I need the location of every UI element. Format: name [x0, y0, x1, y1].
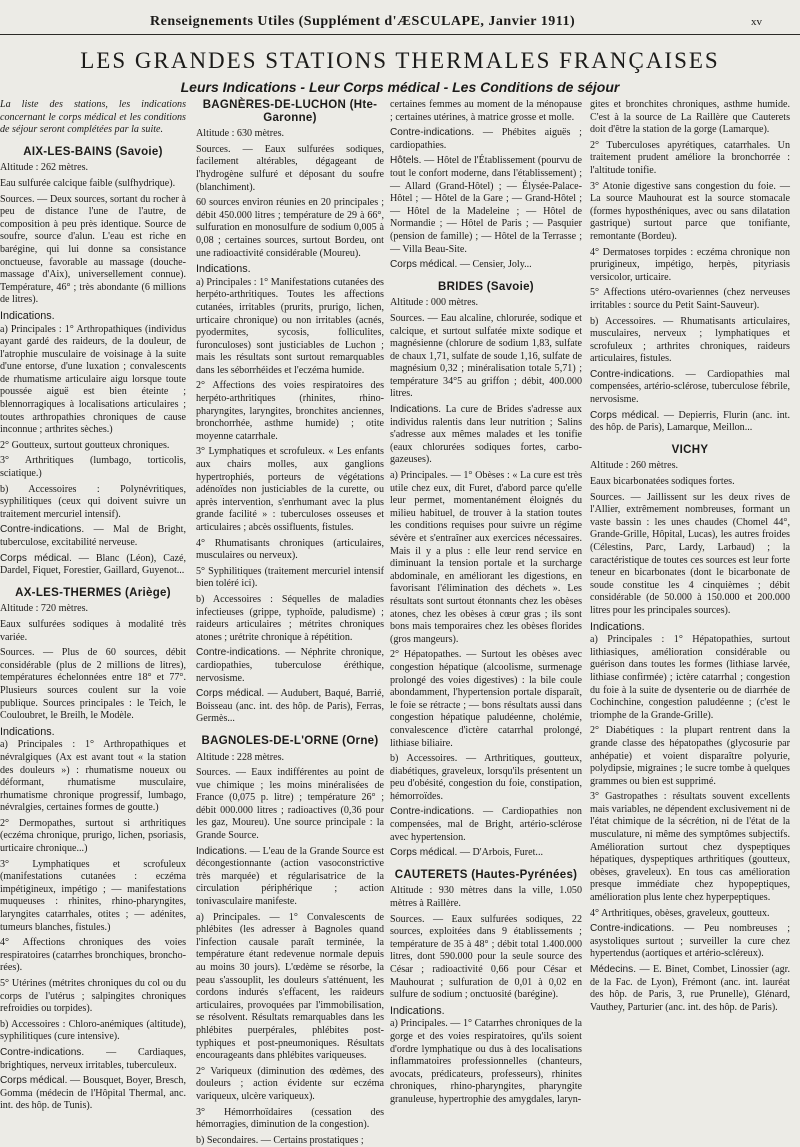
station-heading: AX-LES-THERMES (Ariège)	[15, 586, 171, 599]
indication-item: b) Secondaires. — Certains prostatiques ;	[196, 1134, 364, 1146]
indication-item: 2° Hépatopathes. — Surtout les obèses avec congestion hépatique (alcoolisme, surmenage prolongé des voies digestives) : la bile coule abondamment, l'hypertension portale disparaît, le foie se rétracte ; — bons résultats aussi dans congestion hépatique paludéenne, cholémie, convalescence d'ictère catarrhal prolongé, lithiase biliaire.	[390, 649, 582, 749]
indication-item: a) Principales. — 1° Catarrhes chroniques de la gorge et des voies respiratoires, qu'ils soient d'ordre lymphatique ou dus à des localisations inflammatoires professionnelles (chanteurs, avocats, prédicateurs, professeurs), rhinites chroniques, rhino-pharyngites, pharyngite granuleuse, hypertrophie des amygdales, laryn-	[390, 1018, 582, 1105]
indication-item: 5° Affections utéro-ovariennes (chez nerveuses irritables : source du Petit Saint-Sauveur).	[590, 287, 790, 311]
indication-item: a) Principales : 1° Manifestations cutanées des herpéto-arthritiques. Toutes les affections cutanées, irritables (prurits, prurigo, lichen, urticaire chronique) ou non irritables (acnés, pyodermites, sycosis, folliculites, furonculoses) sont justiciables de Luchon ; mais les résultats sont surtout remarquables dans les séborrhéides et l'eczéma humide.	[196, 276, 384, 376]
altitude: Altitude : 720 mètres.	[0, 603, 89, 615]
indication-item: 5° Utérines (métrites chroniques du col ou du corps de l'utérus ; salpingites chroniques refroidies ou torpides).	[0, 978, 186, 1015]
contraindications-label: Contre-indications.	[196, 647, 281, 659]
contraindications-text: — Phébites aiguës ; cardiopathies.	[390, 127, 582, 151]
sources-text: 60 sources environ réunies en 20 principales ; débit 450.000 litres ; température de 29 à 66°, sulfuration en monosulfure de sodium 0,005 à 0,08 ; certaines sources, surtout Bordeu, ont une radioactivité considérable (Moureu).	[196, 197, 384, 259]
altitude: Altitude : 630 mètres.	[196, 128, 285, 140]
medical-staff-text: — Depierris, Flurin (anc. int. des hôp. de Paris), Lamarque, Meillon...	[590, 409, 790, 434]
medical-staff-label: Corps médical.	[390, 259, 458, 271]
contraindications-label: Contre-indications.	[590, 923, 675, 935]
contraindications-text: — Peu nombreuses ; asystoliques surtout ; surveiller la cure chez hypertendus (aortiques et artério-scléreux).	[590, 923, 791, 960]
medical-staff-text: — Censier, Joly...	[459, 259, 532, 271]
contraindications	[196, 647, 384, 685]
contraindications-label: Contre-indications.	[390, 127, 475, 139]
medical-staff-text: — Bousquet, Boyer, Bresch, Gomma (médecin de l'Hôpital Thermal, anc. int. des hôp. de Tunis).	[0, 1075, 186, 1112]
column-3	[390, 99, 582, 1105]
sources-text: Sources. — Eaux sulfurées sodiques, 22 sources, exploitées dans 9 établissements ; température de 35 à 48° ; débit total 1.400.000 litres, dont 590.000 pour la seule source des César ; radioactivité 0,66 pour César et Mauhourat ; sulfuration de 0,01 à 0,02 en sulfure de sodium ; onctuosité (barégine).	[390, 913, 582, 1001]
medical-staff-text: — Blanc (Léon), Cazé, Dardel, Fiquet, Forestier, Gaillard, Guyenot...	[0, 552, 186, 577]
contraindications	[390, 127, 582, 152]
indications-heading: Indications.	[196, 263, 251, 276]
water-type: Eau sulfurée calcique faible (sulfhydrique).	[0, 177, 176, 189]
contraindications-label: Contre-indications.	[0, 524, 85, 536]
contraindications-text: — Mal de Bright, tuberculose, excitabilité nerveuse.	[0, 524, 186, 548]
medical-staff	[196, 688, 384, 726]
station-heading: BAGNOLES-DE-L'ORNE (Orne)	[201, 734, 379, 747]
contraindications	[590, 369, 790, 407]
indication-item: 2° Affections des voies respiratoires des herpéto-arthritiques (rhinites, rhino-pharyngites, laryngites, bronchites anciennes, bronchorrhée, asthme humide) ; otite moyenne catarrhale.	[196, 380, 384, 442]
indication-item: 2° Diabétiques : la plupart rentrent dans la grande classe des hépatopathes (glycosurie par anhépatie) et voient disparaître polyurie, polydipsie, migraines ; le sucre tombe à quelques grammes ou bien est supprimé.	[590, 725, 790, 787]
altitude: Altitude : 930 mètres dans la ville, 1.050 mètres à Raillère.	[390, 885, 582, 910]
intro-note: La liste des stations, les indications concernant le corps médical et les conditions de séjour seront complétées par la suite.	[0, 99, 186, 136]
indication-item: 3° Lymphatiques et scrofuleux. « Les enfants aux chairs molles, aux ganglions hypertrophiés, porteurs de végétations adénoïdes non justiciables de la curette, ou après intervention, s'enrhumant avec la plus grande facilité » : tuberculoses osseuses et articulaires ; abcès ossifluents, fistules.	[196, 446, 384, 533]
indication-item: 4° Arthritiques, obèses, graveleux, goutteux.	[590, 907, 770, 919]
indication-item: 3° Gastropathes : résultats souvent excellents mais variables, ne dépendent exclusivement ni de l'état chimique de la sécrétion, ni de l'état de la musculature, ni même des symptômes subjectifs. Amélioration surtout chez dyspeptiques hépatiques, dyspeptiques arthritiques (goutteux, obèses, graveleux). En tous cas amélioration presque immédiate chez hypopeptiques, amélioration plus lente chez hyperpeptiques.	[590, 791, 790, 904]
sources-text: Sources. — Jaillissent sur les deux rives de l'Allier, extrêmement nombreuses, formant un vaste bassin : les unes chaudes (Chomel 44°, Grande-Grille, Hôpital, Lucas), les autres froides (Célestins, Parc, Lardy, Larbaud) ; la caractéristique de toutes ces sources est leur forte teneur en bicarbonates (dont le bicarbonate de soude constitue les 4 cinquièmes ; débit considérable (de 50.000 à 150.000 et 200.000 litres pour les principales sources).	[590, 491, 790, 616]
indication-item: b) Accessoires. — Arthritiques, goutteux, diabétiques, graveleux, lorsqu'ils présentent un peu d'obésité, congestion du foie, constipation, hémorroïdes.	[390, 753, 582, 802]
indications-intro	[390, 404, 582, 467]
contraindications	[390, 806, 582, 844]
medical-staff-label: Corps médical.	[390, 847, 458, 859]
indication-item: b) Accessoires : Séquelles de maladies infectieuses (grippe, typhoïde, paludisme) ; raideurs articulaires ; métrites chroniques atones ; urétrite chronique à répétition.	[196, 593, 384, 643]
altitude: Altitude : 262 mètres.	[0, 162, 89, 174]
contraindications	[590, 923, 790, 961]
sources-text: Sources. — Eaux indifférentes au point de vue chimique ; les moins minéralisées de France (0,075 p. litre) ; température 26° ; débit 000.000 litres ; radioactives (0,36 pour les gaz, Moureu). Une source principale : la Grande Source.	[196, 767, 384, 842]
page-subtitle: Leurs Indications - Leur Corps médical - Les Conditions de séjour	[180, 79, 620, 95]
station-heading: CAUTERETS (Hautes-Pyrénées)	[394, 868, 578, 881]
indications-heading: Indications.	[590, 620, 645, 633]
column-1	[0, 99, 186, 1112]
indication-item: b) Accessoires : Chloro-anémiques (altitude), syphilitiques (cure intensive).	[0, 1018, 186, 1043]
sources-text: Sources. — Deux sources, sortant du rocher à peu de distance l'une de l'autre, de composition à peu près identique. Source de soufre, source d'alun. L'eau est riche en barégine, qui lui donne sa consistance onctueuse, favorable au massage (douche-massage d'Aix), universellement connue). Température, 46° ; très abondante (6 millions de litres).	[0, 193, 186, 306]
indication-item: 4° Rhumatisants chroniques (articulaires, musculaires ou nerveux).	[196, 537, 384, 562]
indications-heading: Indications.	[0, 309, 55, 322]
sources-text: Sources. — Plus de 60 sources, débit considérable (plus de 2 millions de litres), températures échelonnées entre 18° et 77°. Plusieurs sources coulent sur la voie publique. Sources principales : le Teich, le Couloubret, le Breilh, le Modèle.	[0, 647, 186, 722]
medical-staff-label: Corps médical.	[590, 409, 660, 421]
medical-staff	[590, 964, 790, 1014]
station-heading: VICHY	[671, 443, 709, 456]
indication-item: 2° Dermopathes, surtout si arthritiques (eczéma chronique, prurigo, lichen, psoriasis, urticaire chronique...)	[0, 817, 186, 855]
medical-staff	[0, 553, 186, 578]
contraindications-label: Contre-indications.	[390, 806, 475, 818]
water-type: Eaux sulfurées sodiques à modalité très variée.	[0, 618, 186, 643]
indication-item: 2° Goutteux, surtout goutteux chroniques.	[0, 439, 170, 451]
indication-item: b) Accessoires. — Rhumatisants articulaires, musculaires, nerveux ; lymphatiques et scrofuleux ; arthrites chroniques, raideurs articulaires, fistules.	[590, 315, 790, 365]
sources-text: Sources. — Eaux sulfurées sodiques, facilement altérables, dégageant de l'hydrogène sulfuré et déposant du soufre (blanchiment).	[196, 143, 384, 193]
indication-item: a) Principales : 1° Arthropathiques et névralgiques (Ax est avant tout « la station des douleurs ») : rhumatisme noueux ou déformant, rhumatisme musculaire, rhumatisme chronique progressif, lumbago, névralgies, certaines formes de goutte.)	[0, 739, 186, 814]
medical-staff-text: — D'Arbois, Furet...	[459, 847, 543, 859]
indications-text: — L'eau de la Grande Source est décongestionnante (action vasoconstrictive très marquée) et régularisatrice de la circulation périphérique ; action tonivasculaire manifeste.	[196, 845, 384, 908]
contraindications-text: — Néphrite chronique, cardiopathies, tuberculose éréthique, nervosisme.	[196, 647, 384, 684]
altitude: Altitude : 228 mètres.	[196, 751, 285, 763]
indication-item: a) Principales : 1° Arthropathiques (individus ayant gardé des raideurs, de la douleur, de l'atrophie musculaire de voisinage à la suite d'une entorse, d'une luxation ; convalescents de rhumatisme articulaire aigu lorsque toute poussée aiguë est bien éteinte ; blennorragiques à localisations articulaires ; toutes arthropathies chroniques de cause inconnue ; arthrites sèches.)	[0, 323, 186, 436]
running-title: Renseignements Utiles (Supplément d'ÆSCULAPE, Janvier 1911)	[150, 14, 576, 29]
indication-item: 2° Variqueux (diminution des œdèmes, des douleurs ; action évidente sur eczéma variqueux, ulcère variqueux).	[196, 1065, 384, 1102]
medical-staff-label: Médecins.	[590, 964, 637, 975]
sources-text: Sources. — Eau alcaline, chlorurée, sodique et calcique, et surtout sulfatée mixte sodique et magnésienne (chlorure de sodium 1,83, sulfate de chaux 1,71, sulfate de soude 1,16, sulfate de magnésium 0,32 ; minéralisation totale 5,71) ; température 34°5 au griffon ; débit, 400.000 litres.	[390, 312, 582, 400]
indication-item: 4° Dermatoses torpides : eczéma chronique non prurigineux, impétigo, herpès, pityriasis versicolor, urticaire.	[590, 246, 790, 283]
contraindications	[0, 1047, 186, 1072]
indication-item: 5° Syphilitiques (traitement mercuriel intensif bien toléré ici).	[196, 565, 384, 590]
indication-item: 2° Tuberculoses apyrétiques, catarrhales. Un traitement prudent améliore la bronchorrée : l'altitude tonifie.	[590, 139, 790, 176]
indications-heading: Indications.	[390, 1004, 445, 1017]
indication-item: 4° Affections chroniques des voies respiratoires (catarrhes bronchiques, broncho-rées).	[0, 937, 186, 974]
contraindications	[0, 524, 186, 549]
contraindications-text: — Cardiaques, brightiques, nerveux irritables, tuberculeux.	[0, 1046, 186, 1071]
medical-staff-label: Corps médical.	[0, 1075, 68, 1087]
hotels-label: Hôtels.	[390, 155, 422, 167]
medical-staff	[390, 259, 582, 272]
header-rule	[0, 34, 800, 35]
station-heading: BRIDES (Savoie)	[438, 280, 534, 293]
indication-item: 3° Hémorrhoïdaires (cessation des hémorragies, diminution de la congestion).	[196, 1106, 384, 1131]
indications-text: La cure de Brides s'adresse aux individus ralentis dans leur nutrition ; Salins s'adresse aux mêmes malades et les tonifie (eaux chlorurées sodiques fortes, carbo-gazeuses).	[390, 404, 582, 466]
column-2	[196, 99, 384, 1146]
altitude: Altitude : 260 mètres.	[590, 460, 679, 472]
indications-heading: Indications.	[0, 725, 55, 738]
hotels	[390, 155, 582, 256]
medical-staff	[0, 1075, 186, 1113]
running-header	[0, 14, 800, 36]
hotels-text: — Hôtel de l'Établissement (pourvu de tout le confort moderne, dans l'établissement) ; — Allard (Grand-Hôtel) ; — Élysée-Palace-Hôtel ; — Hôtel de la Gare ; — Grand-Hôtel ; — Hôtel de la Madeleine ; — Hôtel de Normandie ; — Hôtel de Paris ; — Pasquier (pension de famille) ; — Hôtel de la Terrasse ; — Villa Beau-Site.	[390, 155, 582, 255]
medical-staff	[590, 410, 790, 435]
medical-staff-text: — E. Binet, Combet, Linossier (agr. de la Fac. de Lyon), Frémont (anc. int. lauréat des hôp. de Paris, 3, rue Prunelle), Glénard, Vauthey, Parturier (anc. int. des hôp. de Paris).	[590, 964, 790, 1013]
indication-item: a) Principales : 1° Hépatopathies, surtout lithiasiques, amélioration considérable ou guérison dans toutes les formes (lithiase larvée, lithiase confirmée) ; ictère catarrhal ; congestion du foie à la suite de dysenterie ou de diarrhée de Cochinchine, congestion paludéenne ; (c'est le triomphe de la Grande-Grille).	[590, 634, 790, 721]
contraindications-text: — Cardiopathies non compensées, mal de Bright, artério-sclérose avec hypertension.	[390, 806, 582, 843]
medical-staff-text: — Audubert, Baqué, Barrié, Boisseau (anc. int. des hôp. de Paris), Ferras, Germès...	[196, 688, 384, 725]
indications-label: Indications.	[390, 404, 442, 416]
indication-item: a) Principales. — 1° Convalescents de phlébites (les adresser à Bagnoles quand l'infection causale paraît terminée, la température étant redevenue normale depuis au moins 30 jours). L'œdème se résorbe, la peau s'assouplit, les douleurs s'atténuent, les cordons indurés s'effacent, les raideurs articulaires, provoquées par l'immobilisation, se résolvent. Résultats remarquables dans les phlébites puerpérales, phlébites post-typhiques et post-pneumoniques. Résultats encourageants dans phlébites variqueuses.	[196, 911, 384, 1062]
water-type: Eaux bicarbonatées sodiques fortes.	[590, 476, 735, 488]
page-title: LES GRANDES STATIONS THERMALES FRANÇAISES	[80, 48, 720, 73]
station-heading: BAGNÈRES-DE-LUCHON (Hte-Garonne)	[202, 99, 378, 124]
indication-item: a) Principales. — 1° Obèses : « La cure est très utile chez eux, dit Furet, d'abord parce qu'elle leur permet, momentanément éloignés du milieu habituel, de trouver à la station toutes les conditions requises pour suivre un régime sévère et s'entraîner aux exercices nécessaires. Mais il y a plus : elle leur rend service en diminuant la tension portale et la surcharge abdominale, en améliorant les digestions, en favorisant l'élimination des déchets ». Les résultats sont surtout étonnants chez les obèses atones, chez les obèses à cœur gras ; ils sont bons mais temporaires chez les obèses florides (gros mangeurs).	[390, 470, 582, 645]
contraindications-label: Contre-indications.	[0, 1046, 85, 1058]
indication-item: b) Accessoires : Polynévritiques, syphilitiques (ceux qui doivent suivre un traitement mercuriel intensif).	[0, 483, 186, 520]
indication-item: 3° Atonie digestive sans congestion du foie. — La source Mauhourat est la source stomacale (formes hyposthéniques, avec ou sans dilatation gastrique) surtout parce que tonifiante, remontante (Bordeu).	[590, 180, 790, 242]
medical-staff	[390, 847, 582, 860]
station-heading: AIX-LES-BAINS (Savoie)	[23, 145, 163, 158]
continued-text: gites et bronchites chroniques, asthme humide. C'est à la source de La Raillère que Cauterets doit d'être la station de la gorge (Lamarque).	[590, 99, 790, 136]
indications-intro	[196, 846, 384, 909]
contraindications-text: — Cardiopathies mal compensées, artério-sclérose, tuberculose fébrile, nervosisme.	[590, 368, 790, 406]
indications-label: Indications.	[196, 845, 248, 857]
page-number: xv	[751, 16, 762, 28]
medical-staff-label: Corps médical.	[0, 552, 72, 564]
medical-staff-label: Corps médical.	[196, 688, 265, 700]
altitude: Altitude : 000 mètres.	[390, 297, 479, 309]
indication-item: 3° Lymphatiques et scrofuleux (manifestations cutanées : eczéma impétigineux, impétigo ; — manifestations muqueuses : rhinites, rhino-pharyngites, laryngites catarrhales, otites ; — adénites, tumeurs blanches, fistules.)	[0, 858, 186, 933]
indication-item: 3° Arthritiques (lumbago, torticolis, sciatique.)	[0, 455, 186, 480]
continued-text: certaines femmes au moment de la ménopause ; certaines utérines, à matrice grosse et molle.	[390, 99, 582, 123]
column-4	[590, 99, 790, 1019]
contraindications-label: Contre-indications.	[590, 368, 675, 380]
